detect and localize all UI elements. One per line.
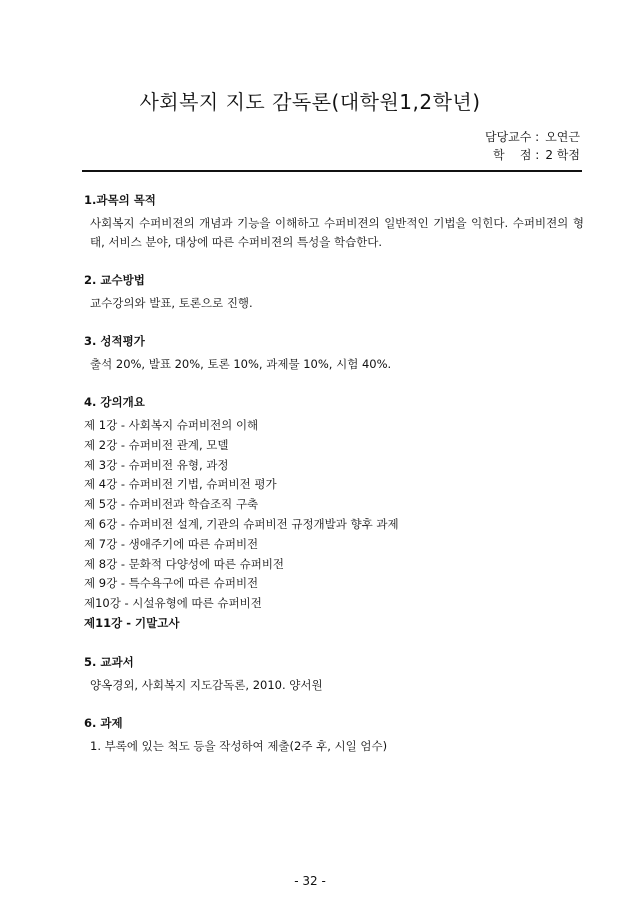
section-grading	[84, 333, 584, 374]
section-text: 양옥경외, 사회복지 지도감독론, 2010. 양서원	[90, 677, 323, 692]
lecture-item: 제 2강 - 슈퍼비전 관계, 모델	[84, 437, 229, 452]
section-title: 3. 성적평가	[84, 334, 145, 348]
section-assignment	[84, 715, 584, 756]
section-title: 2. 교수방법	[84, 273, 145, 287]
section-outline	[84, 394, 584, 634]
document-body	[84, 190, 584, 776]
professor-value: 오연근	[545, 130, 580, 144]
professor-row	[485, 128, 580, 146]
section-title: 4. 강의개요	[84, 395, 145, 409]
page-number: - 32 -	[294, 874, 326, 888]
lecture-item: 제 1강 - 사회복지 슈퍼비전의 이해	[84, 418, 259, 432]
section-title: 5. 교과서	[84, 654, 134, 669]
section-text: 교수강의와 발표, 토론으로 진행.	[90, 296, 253, 310]
lecture-item: 제 5강 - 슈퍼비전과 학습조직 구축	[84, 497, 259, 512]
lecture-item: 제 3강 - 슈퍼비전 유형, 과정	[84, 457, 229, 472]
section-text: 사회복지 수퍼비젼의 개념과 기능을 이해하고 수퍼비젼의 일반적인 기법을 익힌다. 수퍼비젼의 형태, 서비스 분야, 대상에 따른 수퍼비젼의 특성을 학습한다.	[90, 216, 584, 249]
credits-label: 학 점 :	[493, 148, 540, 162]
section-textbook	[84, 654, 584, 695]
section-text: 출석 20%, 발표 20%, 토론 10%, 과제물 10%, 시험 40%.	[90, 357, 392, 371]
lecture-item: 제 6강 - 슈퍼비전 설계, 기관의 슈퍼비전 규정개발과 향후 과제	[84, 516, 399, 531]
course-meta	[485, 128, 580, 164]
header-divider	[82, 170, 582, 172]
section-title: 1.과목의 목적	[84, 193, 156, 207]
lecture-item: 제10강 - 시설유형에 따른 슈퍼비전	[84, 596, 262, 611]
lecture-item: 제 7강 - 생애주기에 따른 슈퍼비전	[84, 536, 259, 551]
lecture-item-final-exam: 제11강 - 기말고사	[84, 615, 180, 630]
lecture-item: 제 9강 - 특수욕구에 따른 슈퍼비전	[84, 576, 259, 591]
lecture-item: 제 8강 - 문화적 다양성에 따른 슈퍼비전	[84, 556, 285, 571]
section-method	[84, 272, 584, 313]
section-text: 1. 부록에 있는 척도 등을 작성하여 제출(2주 후, 시일 엄수)	[90, 738, 388, 753]
lecture-item: 제 4강 - 슈퍼비전 기법, 슈퍼비전 평가	[84, 477, 277, 492]
document-title: 사회복지 지도 감독론(대학원1,2학년)	[139, 90, 481, 114]
credits-value: 2 학점	[545, 148, 580, 162]
credits-row	[485, 146, 580, 164]
professor-label: 담당교수 :	[484, 130, 540, 144]
section-title: 6. 과제	[84, 715, 123, 730]
section-objective	[84, 192, 584, 252]
